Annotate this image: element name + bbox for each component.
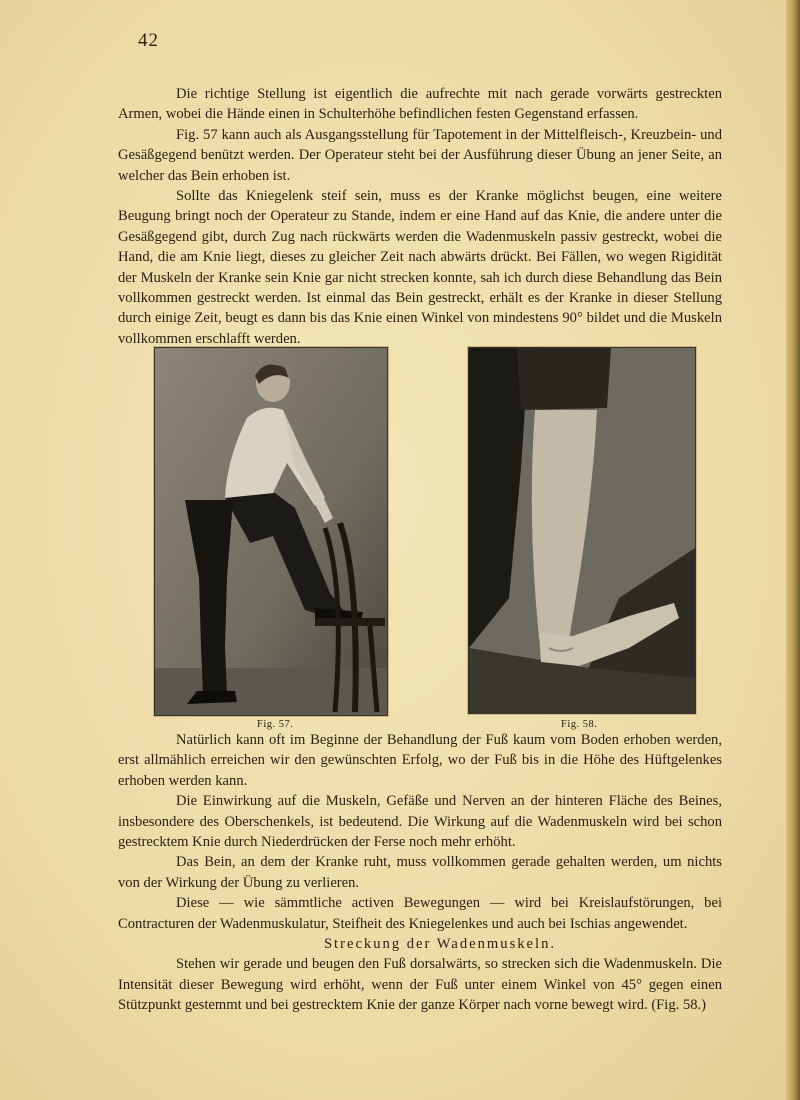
paragraph: Stehen wir gerade und beugen den Fuß dorsalwärts, so strecken sich die Wadenmuskeln. Die Intensität dieser Bewegung wird erhöht, wenn der Fuß unter einem Winkel von 45° gegen einen Stützpunkt gestemmt und bei gestrecktem Knie der ganze Körper nach vorne bewegt wird. (Fig. 58.) (118, 956, 722, 1014)
text-block-top (118, 84, 722, 349)
page-number: 42 (138, 30, 159, 51)
paragraph: Sollte das Kniegelenk steif sein, muss es der Kranke möglichst beugen, eine weitere Beugung bringt noch der Operateur zu Stande, indem er eine Hand auf das Knie, die andere unter die Gesäßgegend gibt, durch Zug nach rückwärts werden die Wadenmuskeln passiv gestreckt, wobei die Hand, die am Knie liegt, dieses zu gleicher Zeit nach abwärts drückt. Bei Fällen, wo wegen Rigidität der Muskeln der Kranke sein Knie gar nicht strecken konnte, sah ich durch diese Behandlung das Bein vollkommen gestreckt werden. Ist einmal das Bein gestreckt, erhält es der Kranke in dieser Stellung durch einige Zeit, beugt es dann bis das Knie einen Winkel von mindestens 90° bildet und die Muskeln vollkommen erschlafft werden. (118, 188, 722, 347)
paragraph: Die richtige Stellung ist eigentlich die aufrechte mit nach gerade vorwärts gestreckten Armen, wobei die Hände einen in Schulterhöhe befindlichen festen Gegenstand erfassen. (118, 86, 722, 123)
paragraph: Die Einwirkung auf die Muskeln, Gefäße und Nerven an der hinteren Fläche des Beines, insbesondere des Oberschenkels, ist bedeutend. Die Wirkung auf die Wadenmuskeln wird bei schon gestrecktem Knie durch Niederdrücken der Ferse noch mehr erhöht. (118, 793, 722, 851)
figure-57-photo (154, 347, 388, 716)
figure-57-caption: Fig. 57. (257, 719, 294, 730)
figure-58-caption: Fig. 58. (561, 719, 598, 730)
text-block-bottom (118, 730, 722, 1016)
page-edge-shadow (786, 0, 800, 1100)
paragraph: Das Bein, an dem der Kranke ruht, muss vollkommen gerade gehalten werden, um nichts von der Wirkung der Übung zu verlieren. (118, 854, 722, 891)
paragraph: Fig. 57 kann auch als Ausgangsstellung für Tapotement in der Mittelfleisch-, Kreuzbein- und Gesäßgegend benützt werden. Der Operateur steht bei der Ausführung dieser Übung an jener Seite, an welcher das Bein erhoben ist. (118, 126, 722, 184)
figure-58-photo (468, 347, 696, 714)
paragraph: Diese — wie sämmtliche activen Bewegungen — wird bei Kreislaufstörungen, bei Contracturen der Wadenmuskulatur, Steifheit des Kniegelenkes und auch bei Ischias angewendet. (118, 895, 722, 932)
section-heading: Streckung der Wadenmuskeln. (323, 936, 557, 953)
paragraph: Natürlich kann oft im Beginne der Behandlung der Fuß kaum vom Boden erhoben werden, erst allmählich erreichen wir den gewünschten Erfolg, wo der Fuß bis in die Höhe des Hüftgelenkes erhoben werden kann. (118, 732, 722, 789)
